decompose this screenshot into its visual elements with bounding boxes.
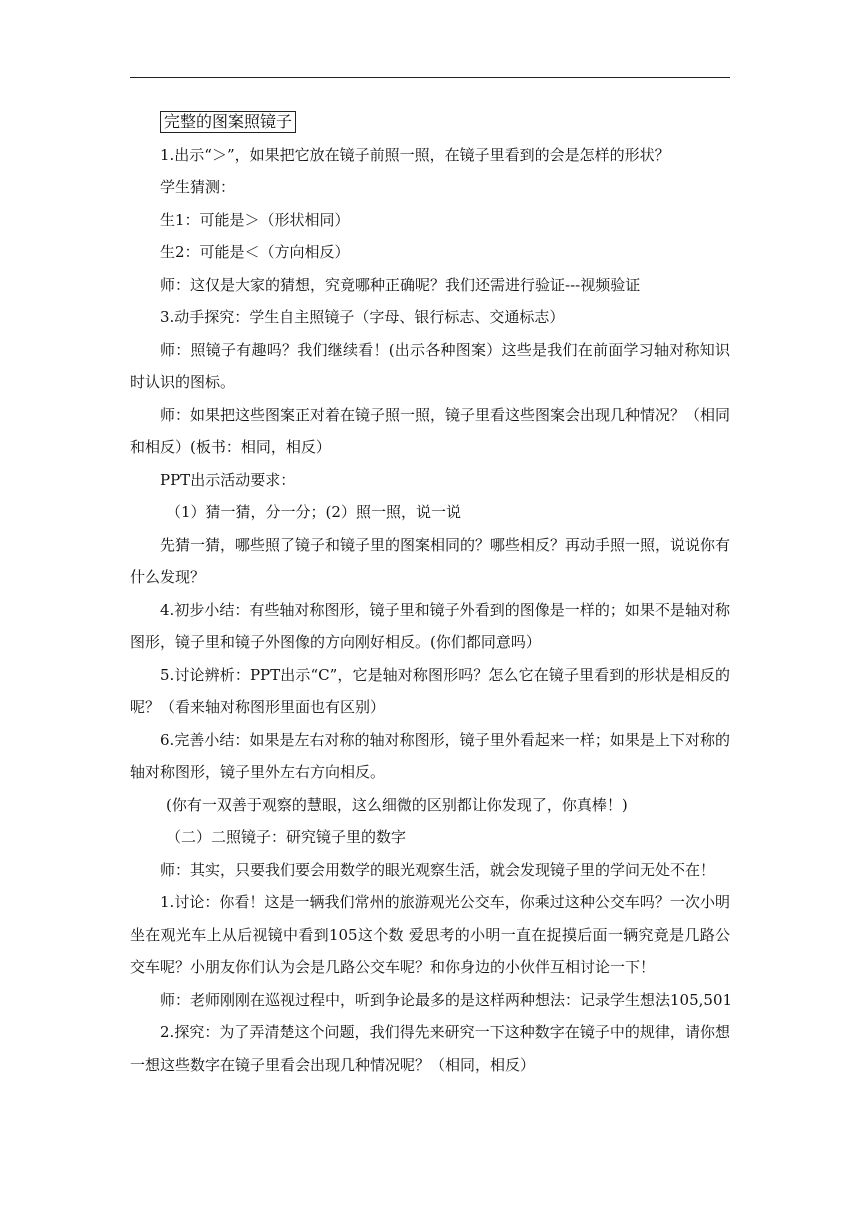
paragraph: 先猜一猜，哪些照了镜子和镜子里的图案相同的？哪些相反？再动手照一照，说说你有什么发现？ (130, 535, 731, 586)
boxed-section-title: 完整的图案照镜子 (160, 111, 296, 133)
paragraph: 3.动手探究：学生自主照镜子（字母、银行标志、交通标志） (160, 308, 565, 326)
paragraph: 学生猜测： (160, 178, 236, 196)
paragraph: （二）二照镜子：研究镜子里的数字 (166, 828, 407, 846)
paragraph: 师：如果把这些图案正对着在镜子照一照，镜子里看这些图案会出现几种情况？（相同和相反）(板书：相同，相反） (130, 405, 731, 456)
paragraph: 生2：可能是＜（方向相反） (160, 243, 350, 261)
paragraph: 5.讨论辨析：PPT出示“C”，它是轴对称图形吗？怎么它在镜子里看到的形状是相反的呢？（看来轴对称图形里面也有区别） (130, 665, 730, 716)
header-rule (130, 77, 730, 78)
paragraph: 4.初步小结：有些轴对称图形，镜子里和镜子外看到的图像是一样的；如果不是轴对称图形，镜子里和镜子外图像的方向刚好相反。(你们都同意吗） (130, 600, 730, 651)
paragraph: 师：照镜子有趣吗？我们继续看！(出示各种图案）这些是我们在前面学习轴对称知识时认识的图标。 (130, 340, 730, 391)
paragraph: PPT出示活动要求： (160, 470, 296, 489)
paragraph: 师：这仅是大家的猜想，究竟哪种正确呢？我们还需进行验证---视频验证 (160, 275, 641, 294)
paragraph: （1）猜一猜，分一分；(2）照一照，说一说 (166, 503, 461, 521)
paragraph: 生1：可能是＞（形状相同） (160, 210, 350, 229)
paragraph: 1.讨论：你看！这是一辆我们常州的旅游观光公交车，你乘过这种公交车吗？一次小明坐在观光车上从后视镜中看到105这个数 爱思考的小明一直在捉摸后面一辆究竟是几路公交车呢？小朋友你们认为会是几路公交车呢？和你身边的小伙伴互相讨论一下！ (130, 893, 730, 976)
section-title-line (130, 106, 730, 139)
paragraph: 6.完善小结：如果是左右对称的轴对称图形，镜子里外看起来一样；如果是上下对称的轴对称图形，镜子里外左右方向相反。 (130, 730, 730, 781)
paragraph: 师：其实，只要我们要会用数学的眼光观察生活，就会发现镜子里的学问无处不在！ (160, 860, 716, 879)
paragraph: 1.出示“＞”，如果把它放在镜子前照一照，在镜子里看到的会是怎样的形状？ (160, 145, 670, 164)
paragraph: 师：老师刚刚在巡视过程中，听到争论最多的是这样两种想法：记录学生想法105,501 (160, 990, 733, 1009)
paragraph: 2.探究：为了弄清楚这个问题，我们得先来研究一下这种数字在镜子中的规律，请你想一想这些数字在镜子里看会出现几种情况呢？（相同，相反） (130, 1023, 730, 1074)
paragraph: (你有一双善于观察的慧眼，这么细微的区别都让你发现了，你真棒！) (166, 795, 628, 814)
document-body (130, 106, 733, 1081)
